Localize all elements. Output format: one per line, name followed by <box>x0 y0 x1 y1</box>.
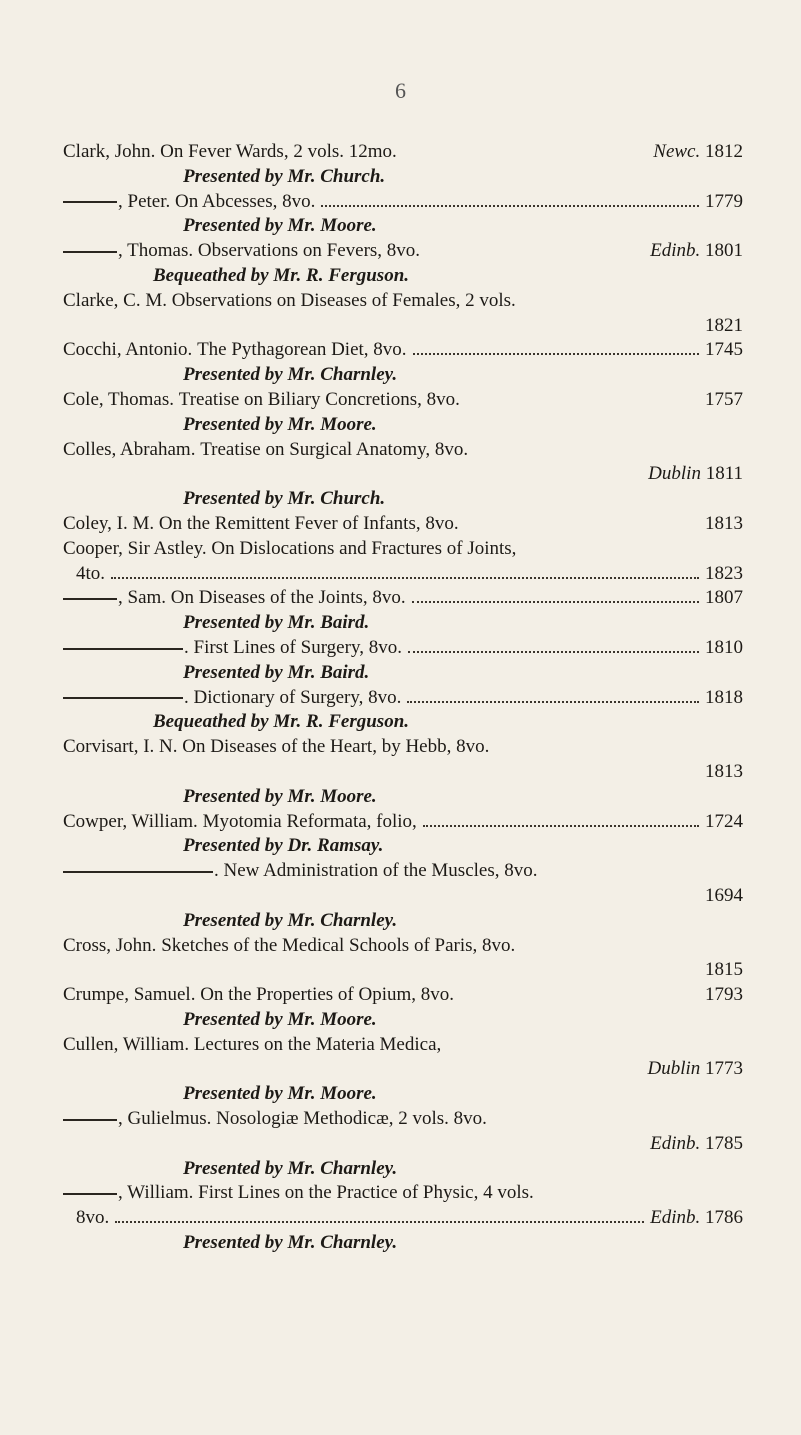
catalog-entry <box>63 636 743 661</box>
catalog-entry <box>63 859 743 884</box>
author: Crumpe, Samuel. <box>63 984 196 1006</box>
ditto-dash <box>63 1193 117 1195</box>
catalog-entry <box>63 190 743 215</box>
title: On Dislocations and Fractures of Joints, <box>211 537 517 559</box>
year: 1807 <box>705 587 743 609</box>
author: , Sam. <box>118 587 167 609</box>
author: Cocchi, Antonio. <box>63 339 193 361</box>
catalog-entry <box>63 934 743 959</box>
title: First Lines on the Practice of Physic, 4 vols. <box>198 1182 534 1204</box>
catalog-list <box>63 140 743 1256</box>
catalog-entry <box>63 289 743 314</box>
provenance: Presented by Mr. Baird. <box>183 612 370 634</box>
title: New Administration of the Muscles, 8vo. <box>223 860 538 882</box>
year: 1779 <box>705 190 743 212</box>
provenance: Presented by Mr. Charnley. <box>183 364 398 386</box>
year: 1811 <box>705 463 743 485</box>
year: 1812 <box>705 141 743 162</box>
place: Edinb. <box>650 240 701 262</box>
place: Edinb. <box>650 1207 701 1229</box>
author: Corvisart, I. N. <box>63 736 178 758</box>
year: 1745 <box>705 339 743 361</box>
provenance: Presented by Mr. Church. <box>183 165 386 187</box>
provenance: Presented by Mr. Charnley. <box>183 909 398 931</box>
place: Newc. <box>653 141 701 162</box>
year: 1815 <box>705 959 743 981</box>
author: Clark, John. <box>63 141 156 162</box>
catalog-entry <box>63 512 743 537</box>
year: 1813 <box>705 512 743 534</box>
title: Observations on Fevers, 8vo. <box>197 240 421 262</box>
place: Dublin <box>648 463 701 485</box>
catalog-entry <box>63 1181 743 1206</box>
place: Edinb. <box>650 1132 701 1154</box>
catalog-entry <box>63 1033 743 1058</box>
catalog-entry <box>63 735 743 760</box>
provenance: Presented by Mr. Moore. <box>183 1008 377 1030</box>
provenance: Bequeathed by Mr. R. Ferguson. <box>153 711 410 733</box>
title: On Diseases of the Heart, by Hebb, 8vo. <box>182 736 490 758</box>
title: Nosologiæ Methodicæ, 2 vols. 8vo. <box>216 1108 487 1130</box>
catalog-entry <box>63 983 743 1008</box>
provenance: Presented by Dr. Ramsay. <box>183 835 384 857</box>
title: Observations on Diseases of Females, 2 vols. <box>171 289 516 311</box>
leader-dots <box>423 825 699 827</box>
title: Lectures on the Materia Medica, <box>193 1033 442 1055</box>
year: 1785 <box>705 1132 743 1154</box>
catalog-entry <box>63 338 743 363</box>
ditto-dash <box>63 1119 117 1121</box>
provenance: Presented by Mr. Moore. <box>183 215 377 237</box>
author: Clarke, C. M. <box>63 289 167 311</box>
author: , Peter. <box>118 190 171 212</box>
author: Cullen, William. <box>63 1033 190 1055</box>
provenance: Presented by Mr. Charnley. <box>183 1232 398 1254</box>
year: 1823 <box>705 562 743 584</box>
title-continued: 8vo. <box>76 1207 110 1229</box>
provenance: Presented by Mr. Moore. <box>183 413 377 435</box>
year: 1818 <box>705 686 743 708</box>
title: Dictionary of Surgery, 8vo. <box>193 686 402 708</box>
author: Cooper, Sir Astley. <box>63 537 207 559</box>
year: 1773 <box>705 1058 743 1080</box>
year: 1813 <box>705 760 743 782</box>
title: On Fever Wards, 2 vols. 12mo. <box>160 141 397 162</box>
catalog-entry <box>63 239 743 264</box>
author: , Gulielmus. <box>118 1108 212 1130</box>
leader-dots <box>111 577 699 579</box>
ditto-dash <box>63 251 117 253</box>
year: 1793 <box>705 984 743 1006</box>
title: Treatise on Surgical Anatomy, 8vo. <box>200 438 469 460</box>
page-number: 6 <box>395 78 406 103</box>
author: . <box>214 860 219 882</box>
title: Myotomia Reformata, folio, <box>202 810 417 832</box>
provenance: Presented by Mr. Baird. <box>183 661 370 683</box>
author: Cole, Thomas. <box>63 388 175 410</box>
author: . <box>184 686 189 708</box>
title-continued: 4to. <box>76 562 106 584</box>
provenance: Bequeathed by Mr. R. Ferguson. <box>153 264 410 286</box>
author: . <box>184 636 189 658</box>
catalog-entry <box>63 537 743 562</box>
leader-dots <box>115 1221 644 1223</box>
provenance: Presented by Mr. Charnley. <box>183 1157 398 1179</box>
author: Coley, I. M. <box>63 512 155 534</box>
catalog-entry <box>63 586 743 611</box>
title: Treatise on Biliary Concretions, 8vo. <box>178 388 460 410</box>
ditto-dash <box>63 697 183 699</box>
ditto-dash <box>63 871 213 873</box>
ditto-dash <box>63 648 183 650</box>
catalog-entry <box>63 686 743 711</box>
author: Cowper, William. <box>63 810 198 832</box>
provenance: Presented by Mr. Moore. <box>183 785 377 807</box>
leader-dots <box>408 651 699 653</box>
leader-dots <box>413 353 699 355</box>
title: The Pythagorean Diet, 8vo. <box>197 339 407 361</box>
title: On Diseases of the Joints, 8vo. <box>170 587 406 609</box>
title: Sketches of the Medical Schools of Paris, 8vo. <box>161 934 516 956</box>
ditto-dash <box>63 598 117 600</box>
year: 1724 <box>705 810 743 832</box>
place: Dublin <box>647 1058 701 1080</box>
leader-dots <box>321 205 699 207</box>
leader-dots <box>407 701 699 703</box>
catalog-entry <box>63 810 743 835</box>
author: , Thomas. <box>118 240 194 262</box>
year: 1821 <box>705 314 743 336</box>
ditto-dash <box>63 201 117 203</box>
title: On Abcesses, 8vo. <box>175 190 316 212</box>
author: , William. <box>118 1182 194 1204</box>
catalog-entry <box>63 438 743 463</box>
title: On the Remittent Fever of Infants, 8vo. <box>158 512 459 534</box>
year: 1810 <box>705 636 743 658</box>
catalog-entry <box>63 388 743 413</box>
leader-dots <box>412 601 699 603</box>
year: 1694 <box>705 884 743 906</box>
provenance: Presented by Mr. Moore. <box>183 1083 377 1105</box>
year: 1801 <box>705 240 743 262</box>
title: On the Properties of Opium, 8vo. <box>200 984 455 1006</box>
catalog-entry <box>63 1107 743 1132</box>
provenance: Presented by Mr. Church. <box>183 488 386 510</box>
year: 1786 <box>705 1207 743 1229</box>
title: First Lines of Surgery, 8vo. <box>193 636 402 658</box>
year: 1757 <box>705 388 743 410</box>
author: Colles, Abraham. <box>63 438 196 460</box>
catalog-entry <box>63 140 743 165</box>
author: Cross, John. <box>63 934 157 956</box>
